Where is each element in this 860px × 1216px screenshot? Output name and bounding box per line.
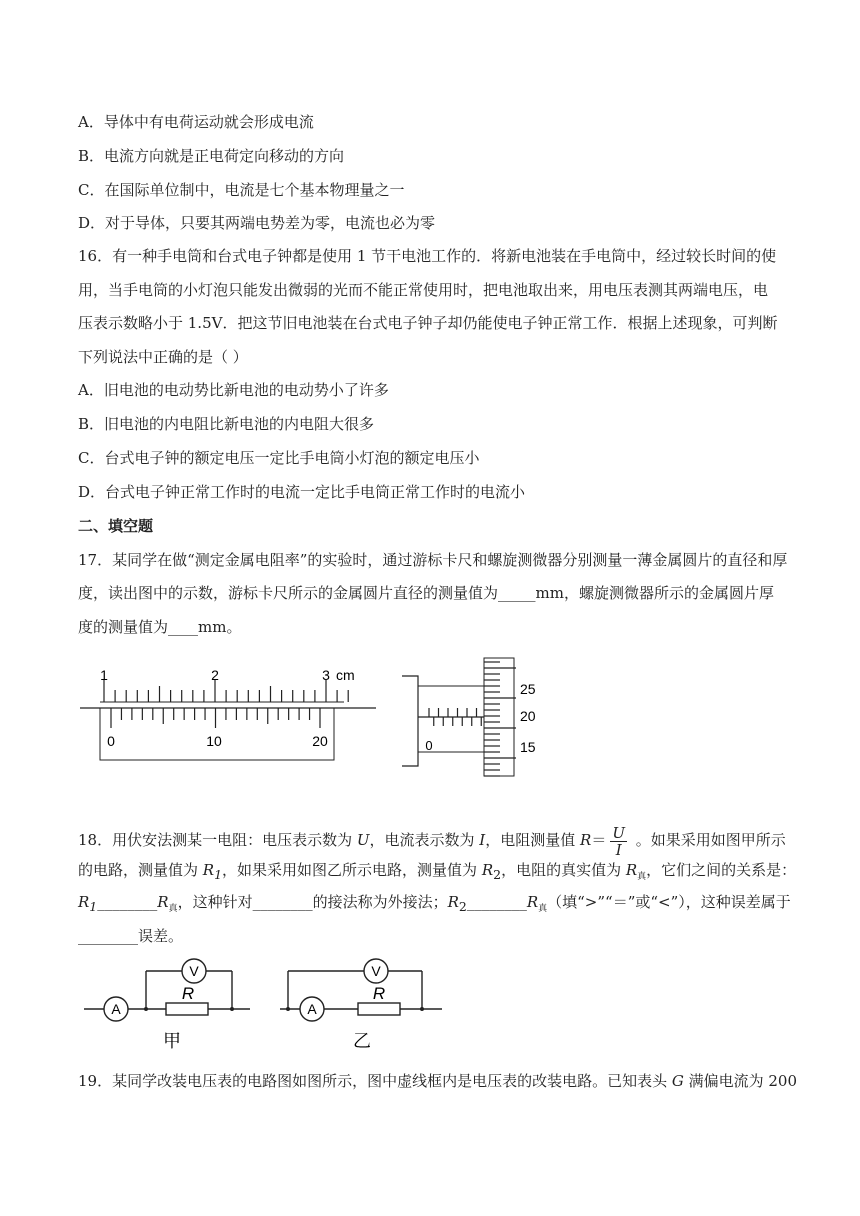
q18-line-3: $R_1\_\_\_\_\_\_\_\_R_真$，这种针对________的接法称为外接法；$R_2\_\_\_\_\_\_\_\_R_真$（填“>”“＝”或“<”），这种误差属于 (78, 893, 791, 914)
resistor-label: R (372, 984, 386, 1003)
resistor-label: R (181, 984, 195, 1003)
ammeter-label: A (307, 1001, 317, 1017)
caliper-main-ticks (104, 680, 348, 702)
q16-stem-line-3: 压表示数略小于 1.5V．把这节旧电池装在台式电子钟子却仍能使电子钟正常工作．根据上述现象，可判断 (78, 314, 778, 332)
micrometer-figure (400, 654, 550, 780)
q16-option-b: B．旧电池的内电阻比新电池的内电阻大很多 (78, 415, 375, 433)
caliper-main-label-3: 3 (322, 667, 330, 683)
micrometer-sleeve-label-0: 0 (425, 738, 433, 753)
circuit-caption-yi: 乙 (353, 1031, 371, 1051)
micrometer-thimble-label-20: 20 (520, 708, 536, 724)
q18-line-2: 的电路，测量值为 $R_1$，如果采用如图乙所示电路，测量值为 $R_2$，电阻的真实值为 $R_真$，它们之间的关系是： (78, 861, 797, 882)
caliper-vernier-label-20: 20 (312, 733, 328, 749)
resistor-symbol (358, 1003, 400, 1015)
section-title: 二、填空题 (78, 517, 154, 535)
q16-stem-line-2: 用，当手电筒的小灯泡只能发出微弱的光而不能正常使用时，把电池取出来，用电压表测其两端电压，电 (78, 281, 769, 299)
caliper-main-label-2: 2 (211, 667, 219, 683)
circuit-caption-jia: 甲 (163, 1031, 181, 1051)
micrometer-thimble-label-15: 15 (520, 739, 536, 755)
q16-stem-line-1: 16．有一种手电筒和台式电子钟都是使用 1 节干电池工作的．将新电池装在手电筒中，经过较长时间的使 (78, 247, 777, 265)
caliper-vernier-ticks (111, 708, 320, 728)
resistance-fraction: $\frac{U}{I}$ (612, 823, 625, 859)
resistor-symbol (166, 1003, 208, 1015)
micrometer-frame (402, 676, 418, 766)
q17-line-2: 度，读出图中的示数，游标卡尺所示的金属圆片直径的测量值为_____mm，螺旋测微器所示的金属圆片厚 (78, 584, 774, 602)
q15-option-c: C．在国际单位制中，电流是七个基本物理量之一 (78, 181, 405, 199)
micrometer-thimble-label-25: 25 (520, 681, 536, 697)
circuit-yi (278, 955, 453, 1055)
q18-line-1: 18．用伏安法测某一电阻：电压表示数为 U，电流表示数为 I，电阻测量值 R＝ $\frac{U}{I}$ 。如果采用如图甲所示 (78, 823, 786, 859)
voltmeter-label: V (371, 963, 381, 979)
q15-option-b: B．电流方向就是正电荷定向移动的方向 (78, 147, 345, 165)
q15-option-d: D．对于导体，只要其两端电势差为零，电流也必为零 (78, 214, 436, 232)
circuit-jia (80, 955, 255, 1055)
q18-line-4: ________误差。 (78, 927, 184, 945)
vernier-caliper-figure (80, 662, 380, 772)
caliper-main-label-1: 1 (100, 667, 108, 683)
q19-line-1: 19．某同学改装电压表的电路图如图所示，图中虚线框内是电压表的改装电路。已知表头 G 满偏电流为 200 (78, 1072, 798, 1090)
q15-option-a: A．导体中有电荷运动就会形成电流 (78, 113, 314, 131)
ammeter-label: A (111, 1001, 121, 1017)
q16-option-c: C．台式电子钟的额定电压一定比手电筒小灯泡的额定电压小 (78, 449, 480, 467)
caliper-unit-label: cm (336, 667, 355, 683)
q16-option-a: A．旧电池的电动势比新电池的电动势小了许多 (78, 381, 389, 399)
caliper-vernier-label-0: 0 (107, 733, 115, 749)
q17-line-3: 度的测量值为____mm。 (78, 618, 242, 636)
q16-stem-line-4: 下列说法中正确的是（ ） (78, 348, 248, 366)
voltmeter-label: V (189, 963, 199, 979)
q17-line-1: 17．某同学在做“测定金属电阻率”的实验时，通过游标卡尺和螺旋测微器分别测量一薄金属圆片的直径和厚 (78, 551, 788, 569)
q16-option-d: D．台式电子钟正常工作时的电流一定比手电筒正常工作时的电流小 (78, 483, 526, 501)
caliper-vernier-label-10: 10 (206, 733, 222, 749)
